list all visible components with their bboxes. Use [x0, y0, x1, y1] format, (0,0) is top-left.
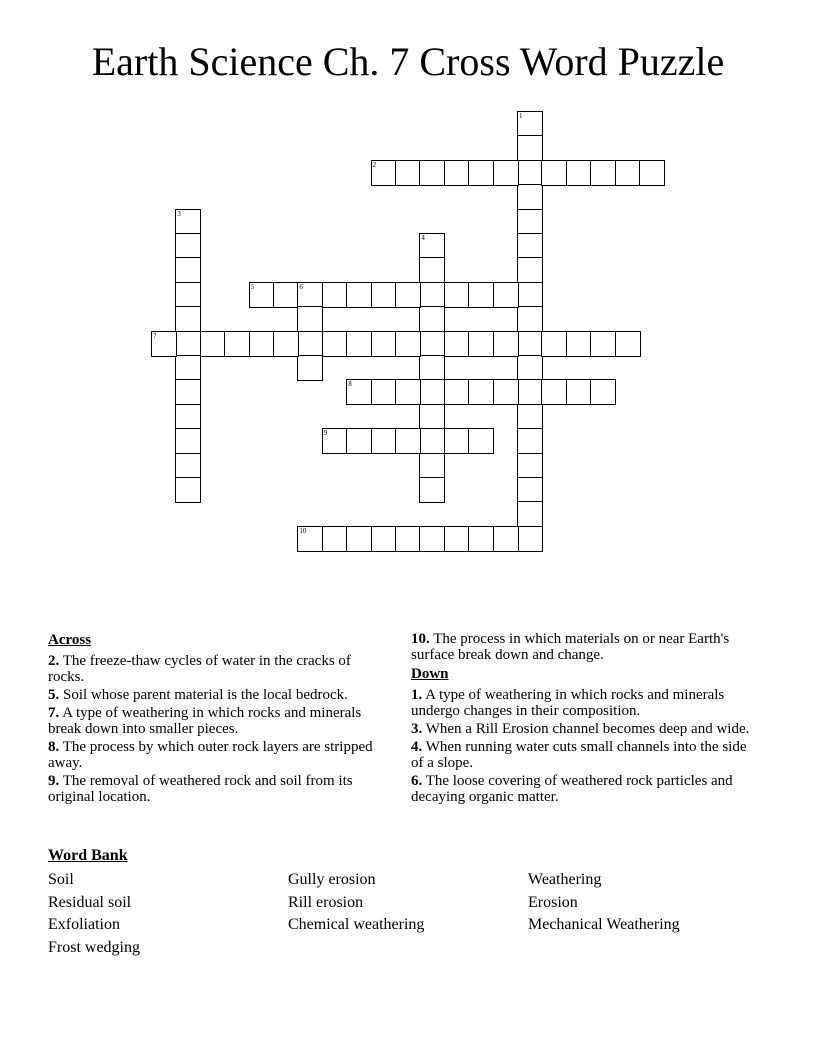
crossword-cell[interactable]	[151, 331, 177, 357]
crossword-cell[interactable]	[175, 428, 201, 454]
word-bank-column-3	[528, 869, 680, 937]
crossword-cell[interactable]	[419, 282, 445, 308]
clue-number: 4	[421, 234, 425, 242]
clue-across-9: 9. The removal of weathered rock and soil from its original location.	[48, 773, 353, 805]
crossword-cell[interactable]	[419, 306, 445, 332]
crossword-cell[interactable]	[419, 257, 445, 283]
clues-column-right	[411, 631, 751, 807]
across-heading: Across	[48, 632, 92, 648]
crossword-cell[interactable]	[468, 526, 494, 552]
crossword-cell[interactable]	[175, 477, 201, 503]
crossword-cell[interactable]	[468, 282, 494, 308]
crossword-cell[interactable]	[444, 160, 470, 186]
crossword-cell[interactable]	[419, 526, 445, 552]
clue-down-1: 1. A type of weathering in which rocks and minerals undergo changes in their composition.	[411, 687, 725, 719]
crossword-cell[interactable]	[419, 428, 445, 454]
crossword-cell[interactable]	[566, 379, 592, 405]
word-bank-item: Mechanical Weathering	[528, 916, 680, 934]
crossword-cell[interactable]	[346, 331, 372, 357]
crossword-cell[interactable]	[322, 428, 348, 454]
word-bank-column-2	[288, 869, 424, 937]
crossword-cell[interactable]	[517, 135, 543, 161]
crossword-cell[interactable]	[590, 331, 616, 357]
clue-down-4: 4. When running water cuts small channels into the side of a slope.	[411, 739, 747, 771]
crossword-cell[interactable]	[468, 331, 494, 357]
crossword-cell[interactable]	[517, 282, 543, 308]
crossword-cell[interactable]	[322, 282, 348, 308]
clue-number: 1	[519, 112, 523, 120]
crossword-cell[interactable]	[493, 282, 519, 308]
clue-down-6: 6. The loose covering of weathered rock particles and decaying organic matter.	[411, 773, 733, 805]
crossword-cell[interactable]	[395, 526, 421, 552]
crossword-cell[interactable]	[541, 160, 567, 186]
crossword-cell[interactable]	[517, 526, 543, 552]
crossword-cell[interactable]	[517, 355, 543, 381]
crossword-cell[interactable]	[200, 331, 226, 357]
crossword-cell[interactable]	[615, 331, 641, 357]
clue-across-5: 5. Soil whose parent material is the local bedrock.	[48, 687, 348, 703]
clue-number: 8	[348, 380, 352, 389]
crossword-cell[interactable]	[517, 331, 543, 357]
crossword-cell[interactable]	[273, 282, 299, 308]
word-bank-heading: Word Bank	[48, 847, 128, 864]
clue-across-8: 8. The process by which outer rock layers are stripped away.	[48, 739, 373, 771]
crossword-cell[interactable]	[322, 331, 348, 357]
word-bank-item: Residual soil	[48, 893, 132, 911]
crossword-cell[interactable]	[517, 306, 543, 332]
crossword-cell[interactable]	[297, 355, 323, 381]
clue-across-7: 7. A type of weathering in which rocks and minerals break down into smaller pieces.	[48, 705, 362, 737]
crossword-cell[interactable]	[468, 428, 494, 454]
crossword-cell[interactable]	[517, 160, 543, 186]
crossword-cell[interactable]	[444, 379, 470, 405]
crossword-cell[interactable]	[175, 331, 201, 357]
crossword-cell[interactable]	[322, 526, 348, 552]
crossword-cell[interactable]	[249, 282, 275, 308]
crossword-cell[interactable]	[371, 526, 397, 552]
crossword-cell[interactable]	[493, 379, 519, 405]
crossword-cell[interactable]	[297, 282, 323, 308]
crossword-cell[interactable]	[175, 355, 201, 381]
crossword-cell[interactable]	[493, 160, 519, 186]
word-bank-item: Soil	[48, 871, 74, 888]
clue-number: 7	[153, 331, 157, 340]
clue-number: 6	[299, 282, 303, 291]
crossword-cell[interactable]	[346, 526, 372, 552]
crossword-cell[interactable]	[346, 379, 372, 405]
crossword-cell[interactable]	[395, 428, 421, 454]
crossword-cell[interactable]	[419, 379, 445, 405]
crossword-cell[interactable]	[175, 379, 201, 405]
crossword-cell[interactable]	[517, 257, 543, 283]
crossword-cell[interactable]	[371, 379, 397, 405]
word-bank-item: Gully erosion	[288, 871, 376, 888]
clue-number: 2	[372, 160, 377, 169]
crossword-cell[interactable]	[444, 526, 470, 552]
crossword-cell[interactable]	[419, 404, 445, 430]
crossword-cell[interactable]	[566, 331, 592, 357]
word-bank-item: Exfoliation	[48, 916, 120, 934]
crossword-cell[interactable]	[371, 160, 397, 186]
crossword-cell[interactable]	[444, 331, 470, 357]
crossword-cell[interactable]	[566, 160, 592, 186]
crossword-cell[interactable]	[541, 379, 567, 405]
crossword-cell[interactable]	[590, 379, 616, 405]
crossword-cell[interactable]	[419, 233, 445, 259]
clue-number: 9	[323, 429, 328, 438]
crossword-cell[interactable]	[517, 379, 543, 405]
crossword-cell[interactable]	[493, 526, 519, 552]
crossword-cell[interactable]	[395, 160, 421, 186]
crossword-cell[interactable]	[175, 306, 201, 332]
crossword-cell[interactable]	[175, 404, 201, 430]
word-bank-item: Frost wedging	[48, 938, 140, 956]
crossword-cell[interactable]	[419, 355, 445, 381]
clue-number: 3	[177, 209, 181, 218]
crossword-cell[interactable]	[419, 331, 445, 357]
crossword-cell[interactable]	[371, 331, 397, 357]
crossword-cell[interactable]	[346, 282, 372, 308]
crossword-cell[interactable]	[395, 331, 421, 357]
crossword-cell[interactable]	[419, 453, 445, 479]
crossword-cell[interactable]	[517, 501, 543, 527]
crossword-cell[interactable]	[395, 282, 421, 308]
crossword-cell[interactable]	[444, 428, 470, 454]
word-bank-item: Weathering	[528, 871, 602, 888]
crossword-cell[interactable]	[615, 160, 641, 186]
crossword-cell[interactable]	[517, 209, 543, 235]
word-bank-item: Erosion	[528, 893, 578, 911]
crossword-cell[interactable]	[175, 209, 201, 235]
crossword-cell[interactable]	[175, 453, 201, 479]
crossword-cell[interactable]	[346, 428, 372, 454]
crossword-cell[interactable]	[468, 160, 494, 186]
crossword-cell[interactable]	[517, 184, 543, 210]
crossword-cell[interactable]	[517, 477, 543, 503]
crossword-cell[interactable]	[419, 160, 445, 186]
down-heading: Down	[411, 666, 449, 682]
crossword-cell[interactable]	[517, 404, 543, 430]
crossword-cell[interactable]	[175, 257, 201, 283]
clues-column-left	[48, 631, 383, 807]
crossword-cell[interactable]	[297, 306, 323, 332]
crossword-cell[interactable]	[395, 379, 421, 405]
crossword-cell[interactable]	[419, 477, 445, 503]
crossword-cell[interactable]	[639, 160, 665, 186]
word-bank-column-1	[48, 869, 140, 959]
crossword-cell[interactable]	[517, 233, 543, 259]
crossword-cell[interactable]	[297, 331, 323, 357]
crossword-cell[interactable]	[224, 331, 250, 357]
word-bank-item: Chemical weathering	[288, 916, 425, 934]
clue-across-10: 10. The process in which materials on or near Earth's surface break down and change.	[411, 631, 730, 663]
clue-number: 5	[250, 282, 255, 291]
page-title: Earth Science Ch. 7 Cross Word Puzzle	[91, 39, 725, 84]
crossword-cell[interactable]	[444, 282, 470, 308]
crossword-cell[interactable]	[517, 428, 543, 454]
crossword-cell[interactable]	[468, 379, 494, 405]
crossword-cell[interactable]	[371, 282, 397, 308]
clue-number: 10	[299, 526, 307, 535]
crossword-cell[interactable]	[590, 160, 616, 186]
crossword-cell[interactable]	[493, 331, 519, 357]
crossword-cell[interactable]	[175, 282, 201, 308]
clue-across-2: 2. The freeze-thaw cycles of water in the cracks of rocks.	[48, 653, 351, 685]
crossword-cell[interactable]	[541, 331, 567, 357]
crossword-cell[interactable]	[517, 453, 543, 479]
crossword-cell[interactable]	[371, 428, 397, 454]
crossword-cell[interactable]	[273, 331, 299, 357]
crossword-cell[interactable]	[249, 331, 275, 357]
word-bank-item: Rill erosion	[288, 893, 364, 911]
crossword-cell[interactable]	[175, 233, 201, 259]
clue-down-3: 3. When a Rill Erosion channel becomes deep and wide.	[411, 721, 750, 737]
crossword-cell[interactable]	[297, 526, 323, 552]
crossword-cell[interactable]	[517, 111, 543, 137]
